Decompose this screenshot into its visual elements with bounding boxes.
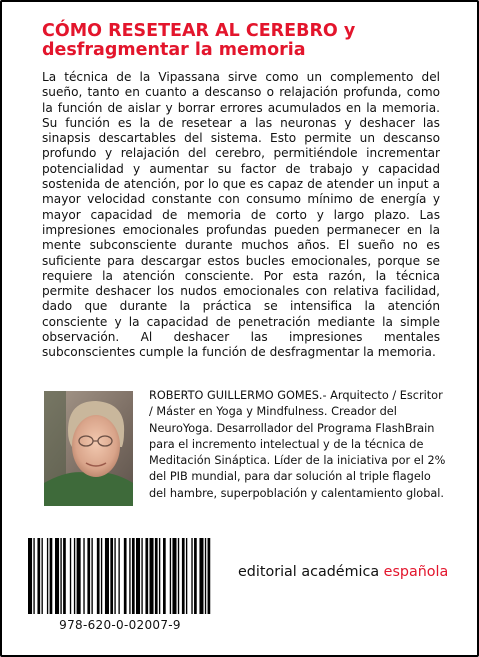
- barcode-bar: [155, 538, 158, 614]
- title-line-1: CÓMO RESETEAR AL CEREBRO y: [42, 21, 356, 41]
- barcode-bar: [91, 538, 92, 614]
- publisher-name-part2: española: [383, 564, 449, 580]
- book-description: La técnica de la Vipassana sirve como un complemento del sueño, tanto en cuanto a descanso o relajación profunda, como la función de aislar y borrar errores acumulados en la memoria. Su función es la de resetear a las neuronas y deshacer las sinapsis descartables del sistema. Esto permite un descanso profundo y relajación del cerebro, permitiéndole incrementar potencialidad y aumentar su factor de trabajo y capacidad sostenida de atención, por lo que es capaz de atender un input a mayor velocidad constante con consumo mínimo de energía y mayor capacidad de memoria de corto y largo plazo. Las impresiones emocionales profundas pueden permanecer en la mente subconsciente durante muchos años. El sueño no es suficiente para descargar estos bucles emocionales, porque se requiere la atención consciente. Por esta razón, la técnica permite deshacer los nudos emocionales con relativa facilidad, dado que durante la práctica se intensifica la atención consciente y la capacidad de penetración mediante la simple observación. Al deshacer las impresiones mentales subconscientes cumple la función de desfragmentar la memoria.: [42, 70, 440, 360]
- barcode-bar: [110, 538, 113, 614]
- barcode-bar: [159, 538, 160, 614]
- barcode-bar: [74, 538, 75, 614]
- barcode-bar: [97, 538, 100, 614]
- title-line-2: desfragmentar la memoria: [42, 40, 306, 60]
- barcode-bar: [170, 538, 171, 614]
- barcode-bar: [136, 538, 140, 614]
- barcode-bar: [63, 538, 66, 614]
- barcode-bar: [114, 538, 115, 614]
- barcode-bar: [141, 538, 142, 614]
- barcode-bar: [70, 538, 71, 614]
- barcode-bar: [118, 538, 119, 614]
- barcode-bar: [87, 538, 90, 614]
- barcode-bar: [77, 538, 81, 614]
- barcode-bar: [150, 538, 154, 614]
- barcode-bar: [129, 538, 130, 614]
- barcode-bar: [47, 538, 48, 614]
- barcode-bar: [33, 538, 34, 614]
- barcode-bar: [55, 538, 59, 614]
- isbn-number: 978-620-0-02007-9: [59, 618, 181, 632]
- barcode-bar: [105, 538, 109, 614]
- barcode-bar: [42, 538, 43, 614]
- barcode-bar: [163, 538, 166, 614]
- barcode-bar: [101, 538, 102, 614]
- barcode-bar: [194, 538, 197, 614]
- barcode-bar: [208, 538, 211, 614]
- barcode-bar: [83, 538, 84, 614]
- barcode-bar: [60, 538, 61, 614]
- barcode-bar: [172, 538, 176, 614]
- author-bio: ROBERTO GUILLERMO GOMES.- Arquitecto / Escritor / Máster en Yoga y Mindfulness. Creador del NeuroYoga. Desarrollador del Programa FlashBrain para el incremento intelectual y de la técnica de Meditación Sináptica. Líder de la iniciativa por el 2% del PIB mundial, para dar solución al triple flagelo del hambre, superpoblación y calentamiento global.: [149, 389, 446, 500]
- barcode-bar: [28, 538, 32, 614]
- barcode-bar: [124, 538, 127, 614]
- publisher-name-part1: editorial académica: [238, 564, 384, 580]
- book-title: [42, 22, 462, 60]
- barcode-bar: [199, 538, 203, 614]
- barcode-bar: [205, 538, 206, 614]
- barcode-bar: [145, 538, 148, 614]
- barcode-bar: [191, 538, 192, 614]
- barcode-bar: [132, 538, 135, 614]
- barcode-bar: [50, 538, 53, 614]
- barcode-bar: [182, 538, 185, 614]
- barcode-bar: [37, 538, 40, 614]
- barcode-bar: [178, 538, 179, 614]
- publisher-name: [238, 564, 448, 580]
- barcode-bar: [186, 538, 187, 614]
- author-photo: [44, 391, 133, 506]
